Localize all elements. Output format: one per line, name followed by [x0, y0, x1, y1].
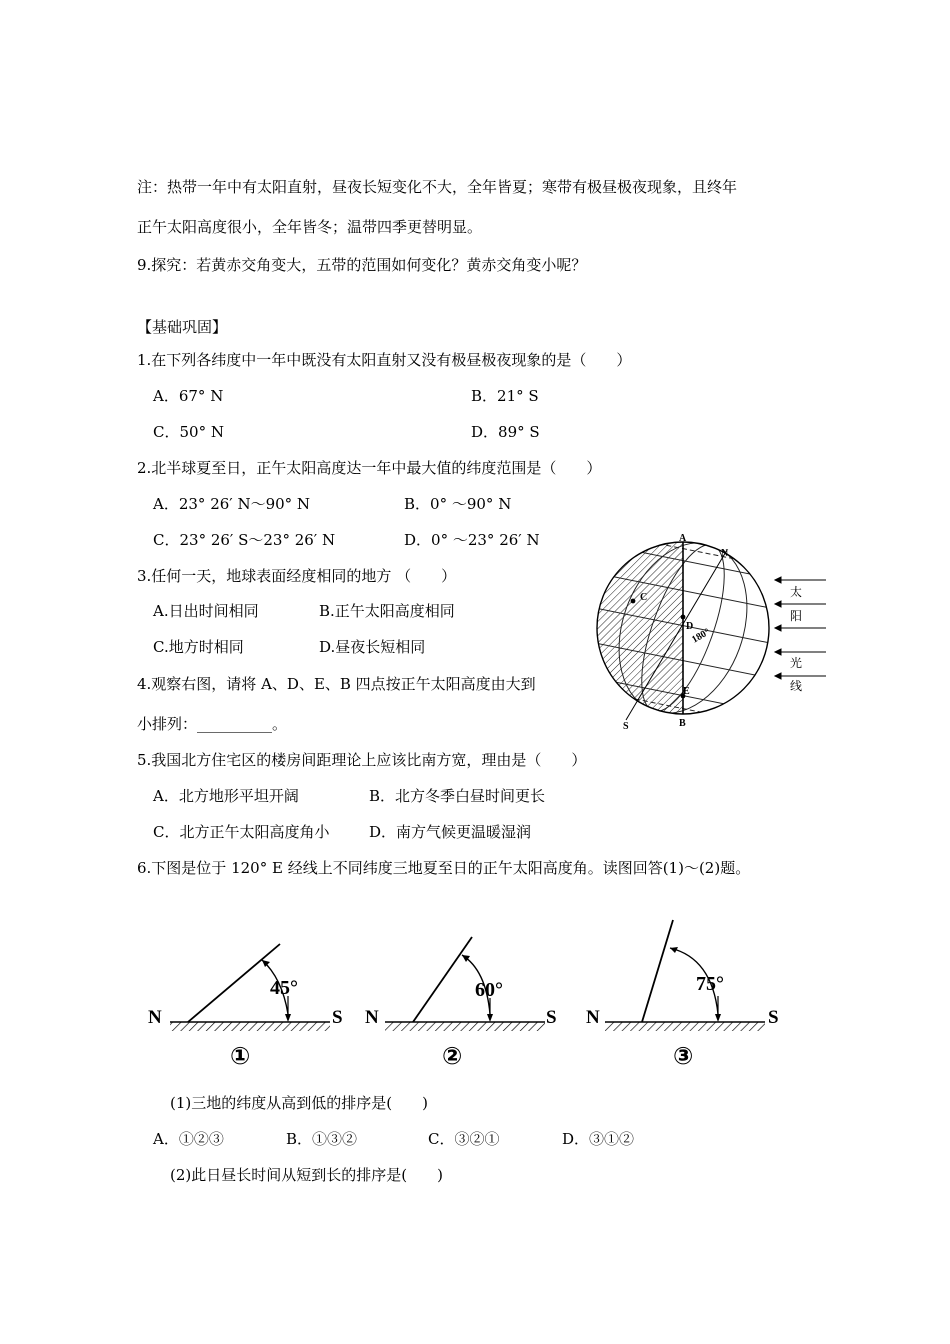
- sun-ray-line: [413, 937, 472, 1022]
- sunlight-char-2: 阳: [790, 609, 803, 623]
- q3-option-a: A.日出时间相同: [153, 602, 259, 620]
- q3-option-d: D.昼夜长短相同: [319, 638, 426, 656]
- section-title: 【基础巩固】: [137, 318, 228, 336]
- label-c: C: [640, 592, 648, 603]
- north-label-1: N: [148, 1007, 162, 1028]
- q3-stem: 3.任何一天，地球表面经度相同的地方 （ ）: [137, 567, 457, 585]
- sunlight-char-1: 太: [790, 585, 803, 599]
- note-line-2: 正午太阳高度很小，全年皆冬；温带四季更替明显。: [137, 218, 483, 236]
- angle-figure-3: [586, 920, 779, 1070]
- q1-option-d: D．89° S: [471, 423, 540, 441]
- point-c: [631, 599, 636, 604]
- q6-option-a: A．①②③: [153, 1130, 224, 1148]
- q2-option-b: B．0° ～90° N: [404, 495, 512, 513]
- sun-ray-line: [188, 944, 280, 1022]
- note-line-1: 注：热带一年中有太阳直射，昼夜长短变化不大，全年皆夏；寒带有极昼极夜现象，且终年: [137, 178, 738, 196]
- q3-option-b: B.正午太阳高度相同: [319, 602, 455, 620]
- label-angle: 180°: [690, 626, 712, 646]
- globe-diagram: [590, 530, 840, 735]
- q6-option-d: D．③①②: [562, 1130, 635, 1148]
- q1-option-a: A．67° N: [153, 387, 224, 405]
- q4-stem: 4.观察右图，请将 A、D、E、B 四点按正午太阳高度由大到: [137, 675, 536, 693]
- q2-option-c: C．23° 26′ S～23° 26′ N: [153, 531, 336, 549]
- sunlight-char-4: 线: [790, 679, 803, 693]
- label-s: S: [623, 721, 629, 732]
- q2-stem: 2.北半球夏至日，正午太阳高度达一年中最大值的纬度范围是（ ）: [137, 459, 602, 477]
- q2-option-a: A．23° 26′ N～90° N: [153, 495, 311, 513]
- label-e: E: [683, 686, 690, 697]
- q1-option-b: B．21° S: [471, 387, 539, 405]
- q5-stem: 5.我国北方住宅区的楼房间距理论上应该比南方宽，理由是（ ）: [137, 751, 587, 769]
- q1-option-c: C．50° N: [153, 423, 224, 441]
- point-d: [681, 615, 686, 620]
- angle-label-2: 60°: [475, 979, 503, 1001]
- figure-number-3: ③: [673, 1042, 694, 1070]
- q5-option-a: A．北方地形平坦开阔: [153, 787, 299, 805]
- q6-option-b: B．①③②: [286, 1130, 358, 1148]
- q6-sub-question-1: (1)三地的纬度从高到低的排序是( ): [170, 1094, 428, 1112]
- q5-option-d: D．南方气候更温暖湿润: [369, 823, 532, 841]
- q1-stem: 1.在下列各纬度中一年中既没有太阳直射又没有极昼极夜现象的是（ ）: [137, 351, 632, 369]
- label-a: A: [679, 533, 687, 544]
- q6-stem: 6.下图是位于 120° E 经线上不同纬度三地夏至日的正午太阳高度角。读图回答(1)～(2)题。: [137, 859, 751, 877]
- angle-figure-2: [365, 937, 557, 1070]
- label-n: N: [721, 548, 729, 559]
- sun-ray-line: [642, 920, 673, 1022]
- sunlight-char-3: 光: [790, 656, 803, 670]
- q2-option-d: D．0° ～23° 26′ N: [404, 531, 540, 549]
- figure-number-2: ②: [442, 1042, 463, 1070]
- angle-label-3: 75°: [696, 973, 724, 995]
- q3-option-c: C.地方时相同: [153, 638, 244, 656]
- q5-option-c: C．北方正午太阳高度角小: [153, 823, 330, 841]
- angle-figure-1: [148, 944, 343, 1070]
- north-label-2: N: [365, 1007, 379, 1028]
- south-label-3: S: [768, 1007, 779, 1028]
- night-side-hatch: [590, 530, 683, 735]
- figure-number-1: ①: [230, 1042, 251, 1070]
- q4-stem-2: 小排列：__________。: [137, 715, 288, 733]
- label-b: B: [679, 718, 686, 729]
- tropic-line: [590, 688, 790, 730]
- solar-angle-figures: [140, 910, 800, 1080]
- south-label-2: S: [546, 1007, 557, 1028]
- tropic-line: [590, 530, 790, 570]
- angle-label-1: 45°: [270, 977, 298, 999]
- explore-question: 9.探究：若黄赤交角变大，五带的范围如何变化？黄赤交角变小呢？: [137, 256, 587, 274]
- north-label-3: N: [586, 1007, 600, 1028]
- q6-sub-question-2: (2)此日昼长时间从短到长的排序是( ): [170, 1166, 443, 1184]
- q5-option-b: B．北方冬季白昼时间更长: [369, 787, 546, 805]
- q6-option-c: C．③②①: [428, 1130, 500, 1148]
- south-label-1: S: [332, 1007, 343, 1028]
- label-d: D: [686, 621, 694, 632]
